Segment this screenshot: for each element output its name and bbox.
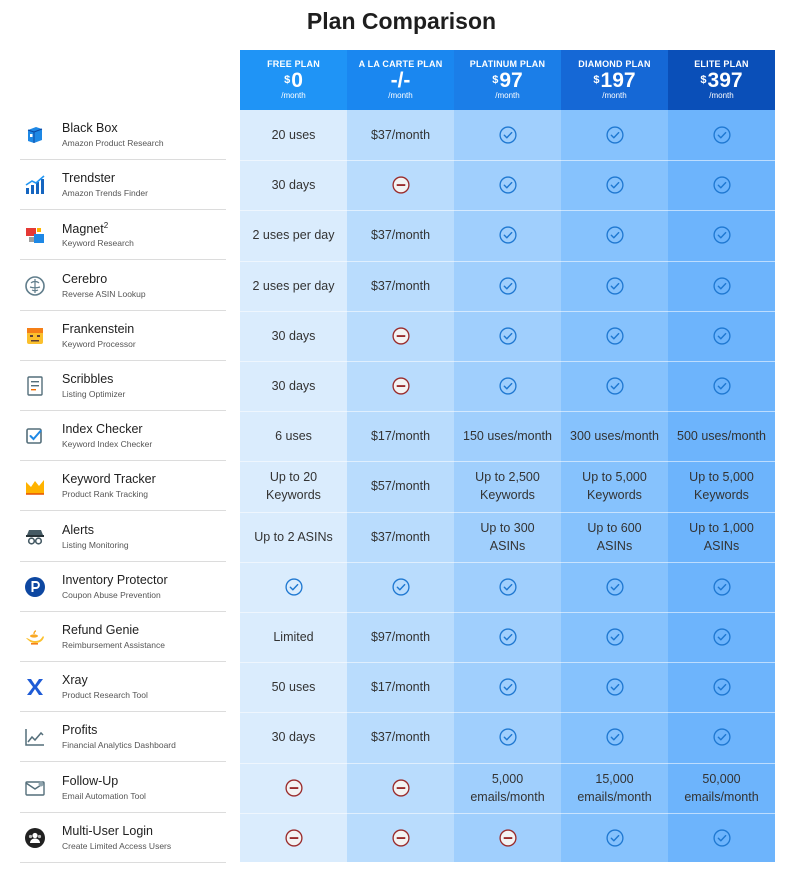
plan-name: FREE PLAN	[267, 59, 320, 69]
check-circle-icon	[605, 577, 625, 597]
plan-cell	[561, 562, 668, 612]
plan-cell	[454, 210, 561, 260]
price-value: 197	[600, 69, 636, 92]
plan-cell	[240, 562, 347, 612]
feature-icon-wrap	[23, 826, 47, 850]
feature-name-text: Profits	[62, 723, 98, 738]
plan-price	[347, 70, 454, 92]
feature-subtitle: Create Limited Access Users	[62, 840, 172, 851]
plan-cell	[347, 763, 454, 813]
cell-value: $17/month	[370, 429, 431, 444]
feature-name-text: Frankenstein	[62, 321, 135, 336]
check-circle-icon	[391, 577, 411, 597]
feature-subtitle: Product Rank Tracking	[62, 489, 148, 500]
cell-value: 50 uses	[271, 680, 316, 695]
magnet-icon	[23, 223, 47, 247]
plan-cell	[561, 160, 668, 210]
genie-lamp-icon	[23, 625, 47, 649]
cell-value: 5,000 emails/month	[470, 771, 545, 804]
plan-cell	[561, 763, 668, 813]
cell-value: $37/month	[370, 278, 431, 293]
feature-row-label	[20, 411, 226, 461]
plan-cell	[561, 461, 668, 511]
feature-icon-wrap	[23, 625, 47, 649]
check-circle-icon	[498, 677, 518, 697]
plan-cell	[668, 562, 775, 612]
check-circle-icon	[605, 677, 625, 697]
plan-cell	[561, 612, 668, 662]
plan-cell	[240, 411, 347, 461]
spy-icon	[23, 525, 47, 549]
plan-cell	[347, 261, 454, 311]
feature-row-label	[20, 612, 226, 662]
plan-cell	[240, 512, 347, 562]
area-chart-icon	[23, 474, 47, 498]
plan-cell	[347, 210, 454, 260]
plan-cell	[454, 361, 561, 411]
check-circle-icon	[712, 125, 732, 145]
feature-name-text: Xray	[62, 673, 88, 688]
feature-name	[62, 372, 113, 386]
plan-cell	[561, 311, 668, 361]
cell-value: Up to 2,500 Keywords	[475, 470, 540, 503]
cell-value: 2 uses per day	[252, 228, 335, 243]
plan-cell	[668, 311, 775, 361]
feature-icon-wrap	[23, 575, 47, 599]
plan-cell	[347, 461, 454, 511]
plan-cell	[240, 210, 347, 260]
feature-row-label	[20, 261, 226, 311]
cell-value: 15,000 emails/month	[577, 771, 652, 804]
feature-row-label	[20, 361, 226, 411]
feature-name	[62, 221, 108, 236]
check-circle-icon	[498, 326, 518, 346]
check-circle-icon	[498, 627, 518, 647]
check-circle-icon	[712, 727, 732, 747]
price-value: 97	[499, 69, 523, 92]
plan-cell	[347, 311, 454, 361]
cell-value: $37/month	[370, 128, 431, 142]
line-chart-icon	[23, 725, 47, 749]
feature-subtitle: Listing Monitoring	[62, 539, 129, 550]
plan-cell	[347, 712, 454, 762]
feature-name-sup: 2	[103, 221, 109, 231]
check-circle-icon	[605, 225, 625, 245]
black-box-icon	[23, 123, 47, 147]
check-circle-icon	[605, 727, 625, 747]
cell-value: 20 uses	[271, 128, 316, 142]
plan-cell	[561, 361, 668, 411]
feature-icon-wrap	[23, 123, 47, 147]
plan-cell	[240, 712, 347, 762]
plan-price	[561, 70, 668, 92]
feature-name	[62, 121, 118, 135]
feature-icon-wrap	[23, 424, 47, 448]
not-included-icon	[498, 828, 518, 848]
plan-cell	[668, 662, 775, 712]
feature-name-text: Inventory Protector	[62, 572, 168, 587]
plan-period: /month	[602, 91, 627, 100]
feature-name-text: Multi-User Login	[62, 823, 154, 838]
brain-icon	[23, 274, 47, 298]
plan-cell	[668, 712, 775, 762]
feature-name	[62, 422, 143, 436]
check-circle-icon	[712, 326, 732, 346]
plan-cell	[347, 160, 454, 210]
not-included-icon	[391, 326, 411, 346]
plan-cell	[668, 361, 775, 411]
price-value: 0	[291, 69, 303, 92]
not-included-icon	[391, 778, 411, 798]
plan-cell	[668, 160, 775, 210]
plan-cell	[347, 813, 454, 863]
plan-cell	[668, 512, 775, 562]
feature-name-text: Alerts	[62, 522, 94, 537]
plan-cell	[240, 662, 347, 712]
feature-name	[62, 824, 153, 838]
notepad-icon	[23, 374, 47, 398]
plan-name: PLATINUM PLAN	[469, 59, 546, 69]
price-currency: $	[284, 74, 291, 86]
cell-value: Up to 300 ASINs	[480, 520, 535, 553]
cell-value: 30 days	[271, 730, 316, 745]
plan-cell	[668, 261, 775, 311]
plan-cell	[240, 160, 347, 210]
cell-value: 30 days	[271, 328, 316, 343]
plan-cell	[240, 311, 347, 361]
price-value: 397	[707, 69, 743, 92]
plan-cell	[347, 361, 454, 411]
cell-value: $97/month	[370, 630, 431, 644]
cell-value: $37/month	[370, 730, 431, 745]
check-circle-icon	[712, 627, 732, 647]
plan-name: DIAMOND PLAN	[578, 59, 651, 69]
cell-value: 50,000 emails/month	[684, 771, 759, 804]
not-included-icon	[284, 828, 304, 848]
plan-name: A LA CARTE PLAN	[358, 59, 443, 69]
plan-cell	[240, 612, 347, 662]
feature-name-text: Keyword Tracker	[62, 472, 156, 487]
check-circle-icon	[605, 376, 625, 396]
page-title: Plan Comparison	[306, 8, 497, 34]
feature-name-text: Index Checker	[62, 422, 143, 437]
xray-x-icon	[23, 675, 47, 699]
plan-cell	[668, 763, 775, 813]
feature-subtitle: Reverse ASIN Lookup	[62, 288, 146, 299]
feature-icon-wrap	[23, 675, 47, 699]
check-circle-icon	[498, 276, 518, 296]
envelope-icon	[23, 776, 47, 800]
feature-name	[62, 673, 88, 687]
check-circle-icon	[712, 225, 732, 245]
frankenstein-icon	[23, 324, 47, 348]
plan-cell	[240, 110, 347, 160]
feature-subtitle: Amazon Trends Finder	[62, 188, 148, 199]
check-circle-icon	[284, 577, 304, 597]
feature-name	[62, 573, 168, 587]
trend-chart-icon	[23, 173, 47, 197]
not-included-icon	[391, 175, 411, 195]
cell-value: Up to 2 ASINs	[254, 529, 333, 544]
users-icon	[23, 826, 47, 850]
plan-cell	[454, 712, 561, 762]
cell-value: Up to 600 ASINs	[587, 520, 642, 553]
check-circle-icon	[498, 376, 518, 396]
feature-row-label	[20, 763, 226, 813]
plan-cell	[561, 110, 668, 160]
plan-cell	[668, 110, 775, 160]
feature-icon-wrap	[23, 274, 47, 298]
plan-cell	[668, 813, 775, 863]
feature-name	[62, 623, 139, 637]
cell-value: $37/month	[370, 529, 431, 544]
check-circle-icon	[712, 376, 732, 396]
not-included-icon	[284, 778, 304, 798]
feature-subtitle: Keyword Processor	[62, 338, 136, 349]
cell-value: $17/month	[370, 680, 431, 695]
plan-header	[347, 50, 454, 110]
check-circle-icon	[605, 175, 625, 195]
cell-value: 500 uses/month	[677, 429, 766, 444]
feature-subtitle: Financial Analytics Dashboard	[62, 740, 176, 751]
check-circle-icon	[605, 326, 625, 346]
cell-value: 2 uses per day	[252, 278, 335, 293]
plan-cell	[347, 662, 454, 712]
price-value: -/-	[390, 69, 411, 92]
feature-icon-wrap	[23, 725, 47, 749]
plan-header	[561, 50, 668, 110]
plan-cell	[347, 411, 454, 461]
check-circle-icon	[712, 677, 732, 697]
plan-cell	[347, 562, 454, 612]
plan-cell	[454, 311, 561, 361]
plan-cell	[240, 261, 347, 311]
plan-cell	[240, 763, 347, 813]
cell-value: $57/month	[370, 479, 431, 494]
feature-row-label	[20, 461, 226, 511]
plan-cell	[561, 261, 668, 311]
feature-icon-wrap	[23, 324, 47, 348]
plan-cell	[454, 411, 561, 461]
feature-subtitle: Email Automation Tool	[62, 790, 146, 801]
plan-cell	[347, 512, 454, 562]
feature-row-label	[20, 562, 226, 612]
plan-header	[454, 50, 561, 110]
cell-value: Up to 5,000 Keywords	[689, 470, 754, 503]
plan-cell	[454, 813, 561, 863]
check-circle-icon	[498, 125, 518, 145]
plan-cell	[240, 361, 347, 411]
feature-row-label	[20, 712, 226, 762]
cell-value: 150 uses/month	[463, 429, 552, 444]
feature-row-label	[20, 210, 226, 260]
plan-name: ELITE PLAN	[694, 59, 749, 69]
feature-name	[62, 723, 97, 737]
price-currency: $	[492, 74, 499, 86]
plan-cell	[561, 411, 668, 461]
feature-name	[62, 472, 156, 486]
feature-subtitle: Reimbursement Assistance	[62, 640, 165, 650]
not-included-icon	[391, 376, 411, 396]
plan-period: /month	[388, 91, 413, 100]
feature-icon-wrap	[23, 776, 47, 800]
feature-name-text: Refund Genie	[62, 623, 140, 637]
feature-name-text: Cerebro	[62, 271, 108, 286]
check-circle-icon	[605, 125, 625, 145]
check-circle-icon	[712, 175, 732, 195]
check-circle-icon	[712, 276, 732, 296]
plan-cell	[454, 512, 561, 562]
feature-row-label	[20, 512, 226, 562]
feature-subtitle: Product Research Tool	[62, 690, 148, 701]
plan-price	[240, 70, 347, 92]
plan-period: /month	[495, 91, 520, 100]
feature-subtitle: Listing Optimizer	[62, 389, 126, 399]
plan-cell	[454, 160, 561, 210]
price-currency: $	[700, 74, 707, 86]
plan-cell	[561, 512, 668, 562]
feature-subtitle: Keyword Research	[62, 238, 134, 249]
feature-icon-wrap	[23, 173, 47, 197]
plan-cell	[454, 461, 561, 511]
plan-cell	[561, 813, 668, 863]
protector-p-icon	[23, 575, 47, 599]
check-circle-icon	[498, 727, 518, 747]
feature-row-label	[20, 813, 226, 863]
check-circle-icon	[498, 225, 518, 245]
cell-value: $37/month	[370, 228, 431, 243]
plan-cell	[668, 411, 775, 461]
feature-name	[62, 523, 94, 537]
feature-name	[62, 322, 134, 336]
plan-cell	[454, 261, 561, 311]
plan-cell	[668, 210, 775, 260]
cell-value: Limited	[273, 630, 314, 644]
plan-cell	[240, 461, 347, 511]
feature-icon-wrap	[23, 474, 47, 498]
not-included-icon	[391, 828, 411, 848]
feature-row-label	[20, 160, 226, 210]
plan-cell	[454, 562, 561, 612]
plan-period: /month	[281, 91, 306, 100]
check-circle-icon	[712, 577, 732, 597]
plan-cell	[561, 712, 668, 762]
plan-header	[240, 50, 347, 110]
plan-cell	[561, 210, 668, 260]
feature-subtitle: Coupon Abuse Prevention	[62, 589, 161, 600]
feature-name-text: Follow-Up	[62, 773, 119, 788]
checkbox-icon	[23, 424, 47, 448]
plan-cell	[561, 662, 668, 712]
feature-row-label	[20, 662, 226, 712]
feature-name	[62, 272, 107, 286]
check-circle-icon	[605, 276, 625, 296]
plan-price	[454, 70, 561, 92]
price-currency: $	[593, 74, 600, 86]
plan-header	[668, 50, 775, 110]
plan-cell	[668, 461, 775, 511]
plan-period: /month	[709, 91, 734, 100]
plan-cell	[454, 612, 561, 662]
feature-name	[62, 171, 115, 185]
plan-cell	[668, 612, 775, 662]
cell-value: Up to 20 Keywords	[266, 470, 321, 503]
feature-name-text: Magnet	[62, 222, 104, 237]
feature-row-label	[20, 110, 226, 160]
feature-icon-wrap	[23, 374, 47, 398]
cell-value: 6 uses	[275, 429, 312, 444]
cell-value: Up to 1,000 ASINs	[689, 520, 754, 553]
plan-cell	[347, 612, 454, 662]
feature-row-label	[20, 311, 226, 361]
cell-value: Up to 5,000 Keywords	[582, 470, 647, 503]
feature-icon-wrap	[23, 223, 47, 247]
check-circle-icon	[605, 828, 625, 848]
cell-value: 30 days	[271, 379, 316, 393]
plan-price	[668, 70, 775, 92]
cell-value: 30 days	[271, 178, 316, 193]
feature-name-text: Black Box	[62, 121, 118, 135]
feature-name-text: Scribbles	[62, 372, 114, 386]
feature-name	[62, 774, 118, 788]
check-circle-icon	[498, 577, 518, 597]
plan-cell	[347, 110, 454, 160]
feature-name-text: Trendster	[62, 171, 116, 186]
plan-cell	[454, 763, 561, 813]
check-circle-icon	[605, 627, 625, 647]
check-circle-icon	[712, 828, 732, 848]
cell-value: 300 uses/month	[570, 429, 659, 444]
feature-subtitle: Amazon Product Research	[62, 138, 164, 148]
plan-cell	[454, 662, 561, 712]
feature-icon-wrap	[23, 525, 47, 549]
plan-cell	[240, 813, 347, 863]
check-circle-icon	[498, 175, 518, 195]
plan-cell	[454, 110, 561, 160]
feature-subtitle: Keyword Index Checker	[62, 439, 153, 450]
